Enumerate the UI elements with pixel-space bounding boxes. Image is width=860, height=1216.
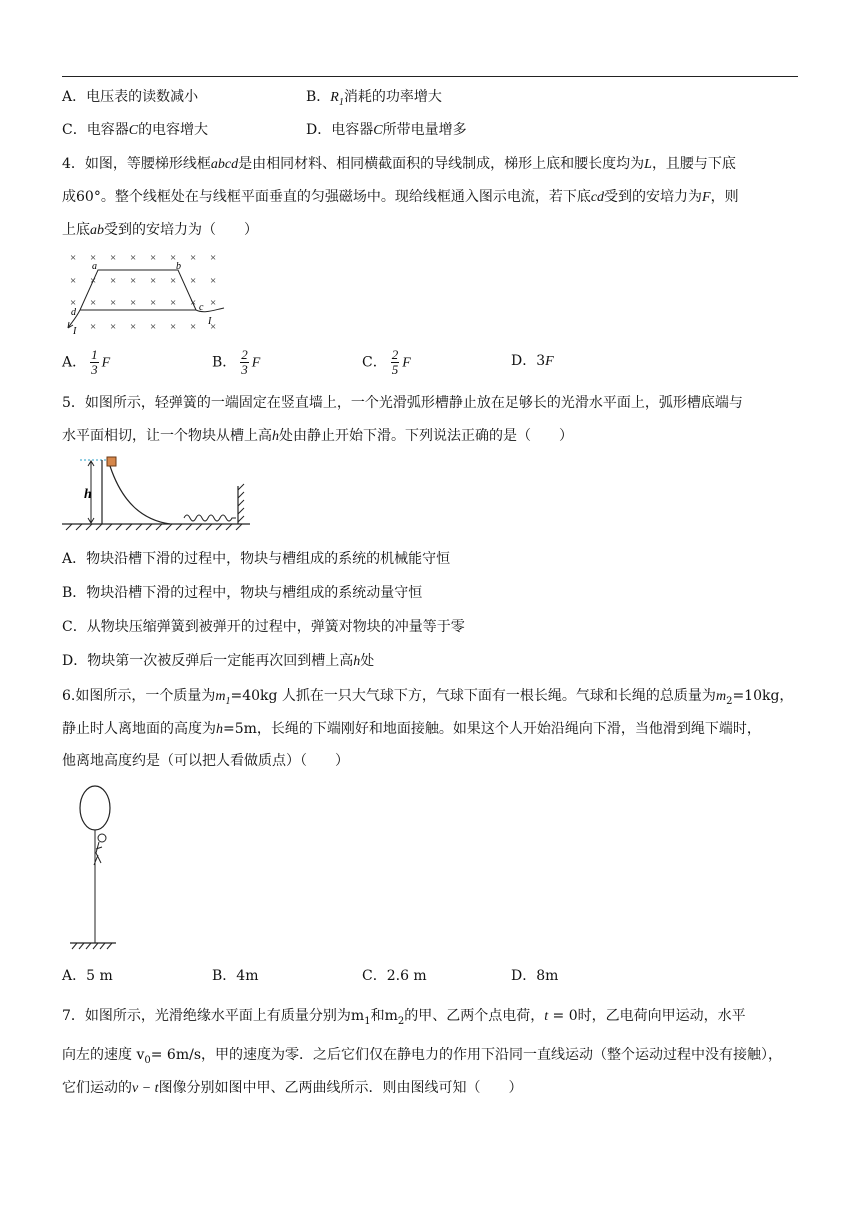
field-cross: × [70,252,77,264]
q6-stem-line2: 静止时人离地面的高度为h=5m，长绳的下端刚好和地面接触。如果这个人开始沿绳向下滑，当他滑到绳下端时， [62,721,761,737]
field-cross: × [170,297,177,309]
spring [184,515,236,521]
field-cross: × [150,297,157,309]
q3-option-b: B．$R_1$消耗的功率增大 [306,89,442,108]
field-cross: × [190,252,197,264]
person-icon [94,834,106,865]
vertex-c: c [199,302,204,313]
q5-option-c: C．从物块压缩弹簧到被弹开的过程中，弹簧对物块的冲量等于零 [62,619,465,635]
q6-option-c: C．2.6 m [362,968,427,984]
arc-trough [110,466,170,524]
block [107,457,116,466]
field-cross: × [190,297,197,309]
q6-option-d: D．8m [511,968,559,984]
field-cross: × [210,297,217,309]
q7-stem-line3: 它们运动的v − t图像分别如图中甲、乙两曲线所示．则由图线可知（ ） [62,1080,523,1096]
q6-option-a: A．5 m [62,968,113,984]
field-cross: × [170,275,177,287]
q3-option-a: A．电压表的读数减小 [62,89,199,105]
fraction: $\frac{2}{3}$ [241,347,248,377]
fraction: $\frac{1}{3}$ [91,347,98,377]
q5-option-b: B．物块沿槽下滑的过程中，物块与槽组成的系统动量守恒 [62,585,423,601]
balloon [80,786,110,830]
field-cross: × [130,297,137,309]
q4-stem-line3: 上底ab受到的安培力为（ ） [62,222,258,238]
field-cross: × [170,252,177,264]
field-cross: × [190,321,197,333]
field-cross: × [130,321,137,333]
q5-option-d: D．物块第一次被反弹后一定能再次回到槽上高h处 [62,653,375,669]
q3-option-c: C．电容器C的电容增大 [62,122,209,138]
q5-stem-line1: 5．如图所示，轻弹簧的一端固定在竖直墙上，一个光滑弧形槽静止放在足够长的光滑水平面上，弧形槽底端与 [62,395,743,411]
field-cross: × [130,252,137,264]
field-cross: × [110,321,117,333]
q6-stem-line1: 6.如图所示，一个质量为$m_1=40kg$ 人抓在一只大气球下方，气球下面有一根长绳。气球和长绳的总质量为$m_2=10kg$， [62,688,794,707]
header-rule [62,76,798,77]
field-cross: × [90,297,97,309]
field-cross: × [70,275,77,287]
q7-stem-line2: 向左的速度 $v_0= 6m/s$，甲的速度为零．之后它们仅在静电力的作用下沿同一直线运动（整个运动过程中没有接触）， [62,1047,782,1066]
current-label-right: I [208,316,212,327]
field-cross: × [90,252,97,264]
vertex-b: b [176,261,181,272]
q6-stem-line3: 他离地高度约是（可以把人看做质点）（ ） [62,753,349,769]
field-cross: × [150,321,157,333]
field-cross: × [210,252,217,264]
field-cross: × [130,275,137,287]
field-cross: × [190,275,197,287]
field-cross: × [90,275,97,287]
field-cross: × [70,297,77,309]
q7-stem-line1: 7．如图所示，光滑绝缘水平面上有质量分别为$m_1$和$m_2$的甲、乙两个点电荷，t = 0时，乙电荷向甲运动，水平 [62,1008,746,1027]
field-cross: × [150,275,157,287]
fraction: $\frac{2}{5}$ [391,347,399,377]
height-label: h [84,487,92,502]
q3-option-d: D．电容器C所带电量增多 [306,122,467,138]
q4-option-c: C． $\frac{2}{5}$ F [362,347,411,377]
ground-hatch [66,524,242,530]
q4-trapezoid-figure [62,248,242,340]
field-cross: × [90,321,97,333]
field-cross: × [210,321,217,333]
field-cross: × [110,252,117,264]
q5-slide-spring-figure [62,452,254,532]
q6-balloon-figure [66,783,126,953]
field-cross: × [110,275,117,287]
q4-stem-line1: 4．如图，等腰梯形线框abcd是由相同材料、相同横截面积的导线制成，梯形上底和腰长度均为L，且腰与下底 [62,156,736,172]
q6-option-b: B．4m [212,968,259,984]
trapezoid-frame [80,270,196,310]
vertex-a: a [92,261,97,272]
vertex-d: d [71,307,76,318]
field-cross: × [110,297,117,309]
field-cross: × [210,275,217,287]
q4-option-d: D．3F [511,353,554,369]
field-cross: × [150,252,157,264]
q5-option-a: A．物块沿槽下滑的过程中，物块与槽组成的系统的机械能守恒 [62,551,451,567]
q4-option-b: B． $\frac{2}{3}$ F [212,347,261,377]
q4-stem-line2: 成60°。整个线框处在与线框平面垂直的匀强磁场中。现给线框通入图示电流，若下底cd受到的安培力为F，则 [62,189,739,205]
q4-option-a: A． $\frac{1}{3}$ F [62,347,111,377]
ground-hatch [72,943,112,949]
field-cross: × [170,321,177,333]
q5-stem-line2: 水平面相切，让一个物块从槽上高h处由静止开始下滑。下列说法正确的是（ ） [62,428,573,444]
current-label-left: I [73,326,77,337]
wall-hatch [238,484,244,522]
